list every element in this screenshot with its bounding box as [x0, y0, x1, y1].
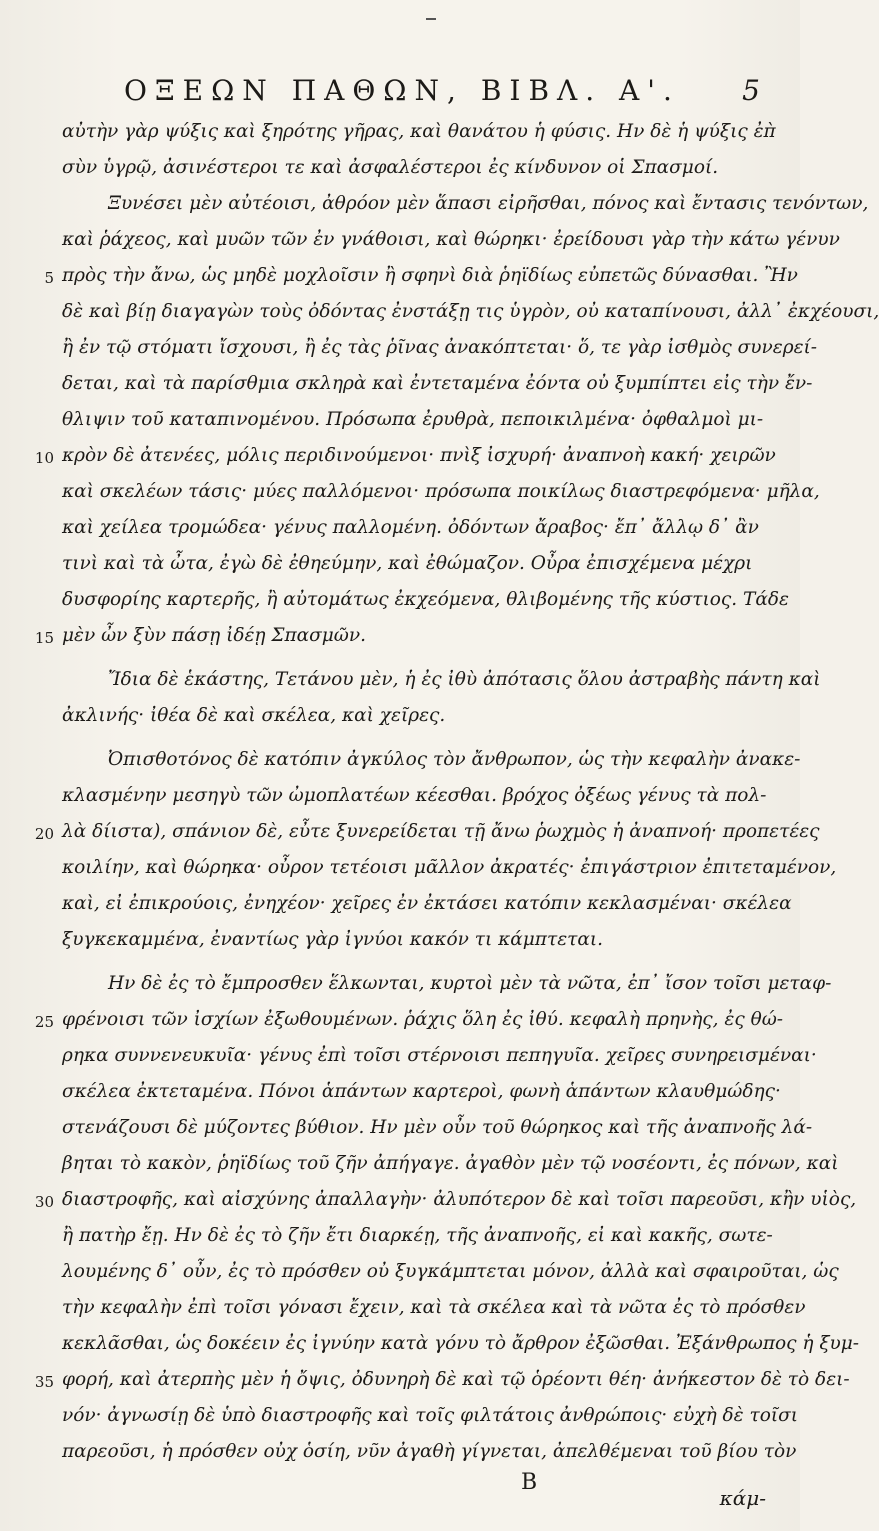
text-line — [62, 1398, 798, 1434]
line-text: καὶ σκελέων τάσις· μύες παλλόμενοι· πρόσωπα ποικίλως διαστρεφόμενα· μῆλα, — [62, 481, 820, 502]
text-line — [34, 1182, 857, 1218]
line-text: βηται τὸ κακὸν, ῥηϊδίως τοῦ ζῆν ἀπήγαγε. ἀγαθὸν μὲν τῷ νοσέοντι, ἐς πόνων, καὶ — [62, 1153, 839, 1174]
line-number: 25 — [34, 1013, 54, 1031]
body-text — [34, 114, 879, 1470]
text-line — [62, 222, 840, 258]
line-text: λὰ δίιστα), σπάνιον δὲ, εὖτε ξυνερείδεται τῇ ἄνω ῥωχμὸς ἡ ἀναπνοή· προπετέες — [62, 821, 820, 842]
text-line — [62, 474, 820, 510]
text-line — [62, 1218, 772, 1254]
line-text: ρηκα συννενευκυῖα· γένυς ἐπὶ τοῖσι στέρνοισι πεπηγυῖα. χεῖρες συνηρεισμέναι· — [62, 1045, 817, 1066]
text-line — [62, 330, 818, 366]
line-text: καὶ ῥάχεος, καὶ μυῶν τῶν ἐν γνάθοισι, καὶ θώρηκι· ἐρείδουσι γὰρ τὴν κάτω γένυν — [62, 229, 840, 250]
running-title: ΟΞΕΩΝ ΠΑΘΩΝ, ΒΙΒΛ. Α'. — [124, 74, 680, 107]
text-line — [62, 186, 869, 222]
line-text: σκέλεα ἐκτεταμένα. Πόνοι ἁπάντων καρτεροὶ, φωνὴ ἁπάντων κλαυθμώδης· — [62, 1081, 781, 1102]
text-line — [62, 150, 772, 186]
line-text: καὶ χείλεα τρομώδεα· γένυς παλλομένη. ὀδόντων ἄραβος· ἔπ᾽ ἄλλῳ δ᾽ ἂν — [62, 517, 759, 538]
line-text: Ξυνέσει μὲν αὐτέοισι, ἀθρόον μὲν ἅπασι εἰρῆσθαι, πόνος καὶ ἔντασις τενόντων, — [108, 193, 869, 214]
line-text: κρὸν δὲ ἀτενέες, μόλις περιδινούμενοι· πνὶξ ἰσχυρή· ἀναπνοὴ κακή· χειρῶν — [62, 445, 776, 466]
line-number: 15 — [34, 629, 54, 647]
line-text: δυσφορίης καρτερῆς, ἢ αὐτομάτως ἐκχεόμενα, θλιβομένης τῆς κύστιος. Τάδε — [62, 589, 789, 610]
line-text: θλιψιν τοῦ καταπινομένου. Πρόσωπα ἐρυθρὰ, πεποικιλμένα· ὀφθαλμοὶ μι- — [62, 409, 764, 430]
text-line — [62, 1254, 839, 1290]
text-line — [62, 966, 832, 1002]
text-line — [62, 366, 813, 402]
paragraph-gap — [62, 958, 772, 966]
line-text: πρὸς τὴν ἄνω, ὡς μηδὲ μοχλοῖσιν ἢ σφηνὶ διὰ ῥηϊδίως εὐπετῶς δύνασθαι. Ἢν — [62, 265, 798, 286]
text-line — [62, 698, 772, 734]
line-number: 30 — [34, 1193, 54, 1211]
text-line — [34, 814, 820, 850]
paragraph-gap — [62, 734, 772, 742]
line-number: 10 — [34, 449, 54, 467]
text-line — [62, 114, 776, 150]
line-text: σὺν ὑγρῷ, ἀσινέστεροι τε καὶ ἀσφαλέστεροι ἐς κίνδυνον οἱ Σπασμοί. — [62, 157, 719, 178]
text-line — [62, 1074, 781, 1110]
printer-mark — [426, 18, 436, 20]
text-line — [62, 402, 772, 438]
line-text: δεται, καὶ τὰ παρίσθμια σκληρὰ καὶ ἐντεταμένα ἐόντα οὐ ξυμπίπτει εἰς τὴν ἔν- — [62, 373, 813, 394]
text-line — [62, 1434, 797, 1470]
text-line — [44, 258, 798, 294]
text-line — [34, 1002, 784, 1038]
line-number: 5 — [44, 269, 54, 287]
line-text: τὴν κεφαλὴν ἐπὶ τοῖσι γόνασι ἔχειν, καὶ τὰ σκέλεα καὶ τὰ νῶτα ἐς τὸ πρόσθεν — [62, 1297, 806, 1318]
text-line — [34, 438, 776, 474]
line-text: Ἴδια δὲ ἑκάστης, Τετάνου μὲν, ἡ ἐς ἰθὺ ἀπότασις ὅλου ἀστραβὴς πάντη καὶ — [108, 669, 821, 690]
line-text: δὲ καὶ βίῃ διαγαγὼν τοὺς ὀδόντας ἐνστάξῃ τις ὑγρὸν, οὐ καταπίνουσι, ἀλλ᾽ ἐκχέουσι, — [62, 301, 879, 322]
catchword: κάμ- — [719, 1486, 766, 1510]
line-text: Ὀπισθοτόνος δὲ κατόπιν ἀγκύλος τὸν ἄνθρωπον, ὡς τὴν κεφαλὴν ἀνακε- — [108, 749, 801, 770]
paragraph-gap — [62, 654, 772, 662]
text-line — [62, 1038, 817, 1074]
text-line — [62, 546, 772, 582]
text-line — [62, 1326, 860, 1362]
line-text: μὲν ὦν ξὺν πάσῃ ἰδέῃ Σπασμῶν. — [62, 625, 366, 646]
text-line — [62, 662, 821, 698]
signature-mark: B — [521, 1470, 538, 1495]
line-text: φορή, καὶ ἀτερπὴς μὲν ἡ ὄψις, ὀδυνηρὴ δὲ καὶ τῷ ὁρέοντι θέη· ἀνήκεστον δὲ τὸ δει- — [62, 1369, 850, 1390]
line-text: ξυγκεκαμμένα, ἐναντίως γὰρ ἰγνύοι κακόν τι κάμπτεται. — [62, 929, 603, 950]
text-line — [62, 294, 879, 330]
text-line — [62, 582, 789, 618]
line-text: κλασμένην μεσηγὺ τῶν ὠμοπλατέων κέεσθαι. βρόχος ὀξέως γένυς τὰ πολ- — [62, 785, 767, 806]
text-line — [62, 742, 801, 778]
text-line — [62, 510, 772, 546]
line-text: Ην δὲ ἐς τὸ ἔμπροσθεν ἕλκωνται, κυρτοὶ μὲν τὰ νῶτα, ἐπ᾽ ἴσον τοῖσι μεταφ- — [108, 973, 832, 994]
line-text: ἢ ἐν τῷ στόματι ἴσχουσι, ἢ ἐς τὰς ῥῖνας ἀνακόπτεται· ὅ, τε γὰρ ἰσθμὸς συνερεί- — [62, 337, 818, 358]
text-line — [62, 1146, 839, 1182]
text-line — [62, 922, 772, 958]
line-text: ἢ πατὴρ ἔῃ. Ην δὲ ἐς τὸ ζῆν ἔτι διαρκέῃ, τῆς ἀναπνοῆς, εἰ καὶ κακῆς, σωτε- — [62, 1225, 773, 1246]
text-line — [34, 1362, 850, 1398]
line-text: διαστροφῆς, καὶ αἰσχύνης ἀπαλλαγὴν· ἀλυπότερον δὲ καὶ τοῖσι παρεοῦσι, κἢν υἱὸς, — [62, 1189, 857, 1210]
text-line — [62, 1110, 813, 1146]
line-text: στενάζουσι δὲ μύζοντες βύθιον. Ην μὲν οὖν τοῦ θώρηκος καὶ τῆς ἀναπνοῆς λά- — [62, 1117, 813, 1138]
text-line — [62, 886, 792, 922]
line-text: ἀκλινής· ἰθέα δὲ καὶ σκέλεα, καὶ χεῖρες. — [62, 705, 446, 726]
line-text: νόν· ἀγνωσίῃ δὲ ὑπὸ διαστροφῆς καὶ τοῖς φιλτάτοις ἀνθρώποις· εὐχὴ δὲ τοῖσι — [62, 1405, 798, 1426]
line-text: κεκλᾶσθαι, ὡς δοκέειν ἐς ἰγνύην κατὰ γόνυ τὸ ἄρθρον ἐξῶσθαι. Ἐξάνθρωπος ἡ ξυμ- — [62, 1333, 860, 1354]
line-text: παρεοῦσι, ἡ πρόσθεν οὐχ ὁσίη, νῦν ἀγαθὴ γίγνεται, ἀπελθέμεναι τοῦ βίου τὸν — [62, 1441, 797, 1462]
text-line — [62, 778, 772, 814]
line-text: φρένοισι τῶν ἰσχίων ἐξωθουμένων. ῥάχις ὅλη ἐς ἰθύ. κεφαλὴ πρηνὴς, ἐς θώ- — [62, 1009, 784, 1030]
line-text: κοιλίην, καὶ θώρηκα· οὖρον τετέοισι μᾶλλον ἀκρατές· ἐπιγάστριον ἐπιτεταμένον, — [62, 857, 837, 878]
line-text: τινὶ καὶ τὰ ὦτα, ἐγὼ δὲ ἐθηεύμην, καὶ ἐθώμαζον. Οὖρα ἐπισχέμενα μέχρι — [62, 553, 753, 574]
line-text: αὐτὴν γὰρ ψύξις καὶ ξηρότης γῆρας, καὶ θανάτου ἡ φύσις. Ην δὲ ἡ ψύξις ἐπ̀ — [62, 121, 776, 142]
text-line — [62, 1290, 806, 1326]
text-line — [62, 850, 837, 886]
line-number: 35 — [34, 1373, 54, 1391]
text-line — [34, 618, 772, 654]
line-text: καὶ, εἰ ἐπικρούοις, ἐνηχέον· χεῖρες ἐν ἐκτάσει κατόπιν κεκλασμέναι· σκέλεα — [62, 893, 792, 914]
line-text: λουμένης δ᾽ οὖν, ἐς τὸ πρόσθεν οὐ ξυγκάμπτεται μόνον, ἀλλὰ καὶ σφαιροῦται, ὡς — [62, 1261, 839, 1282]
line-number: 20 — [34, 825, 54, 843]
page-header — [96, 74, 770, 114]
page-number: 5 — [742, 74, 760, 107]
